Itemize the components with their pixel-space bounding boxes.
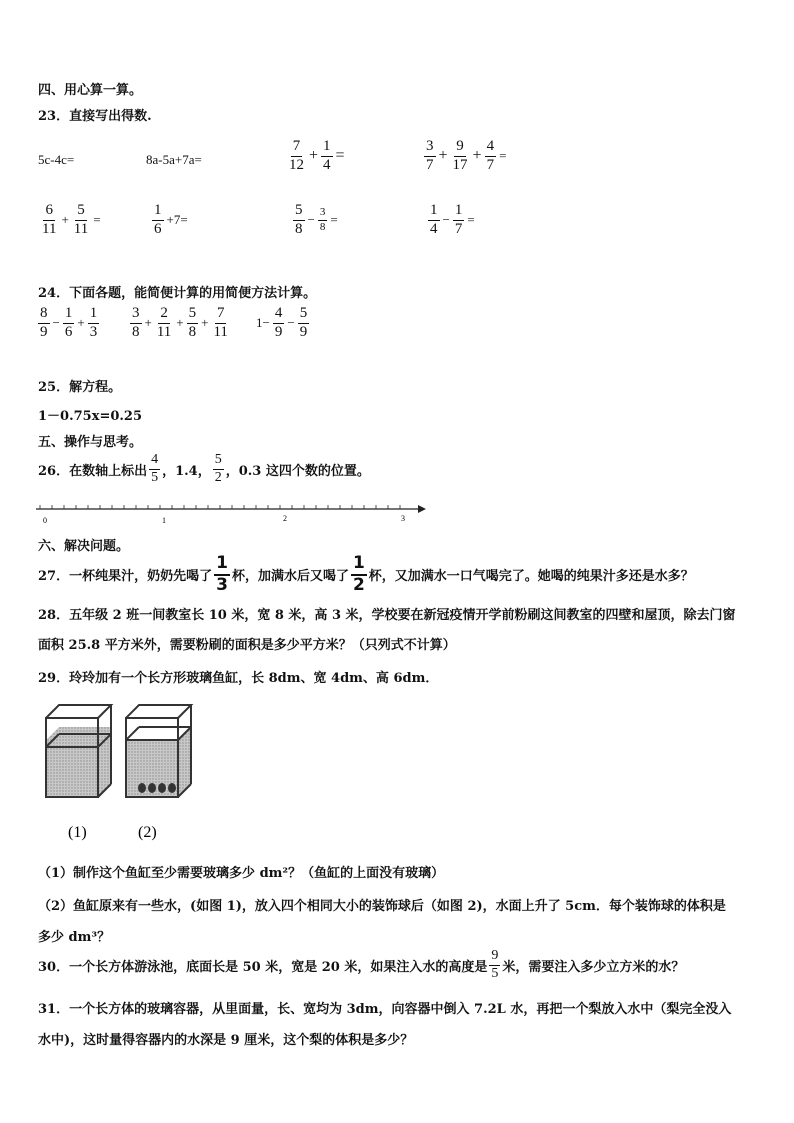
question-27-text: 27．一杯纯果汁，奶奶先喝了 $\frac{1}{3}$ 杯，加满水后又喝了 $\frac{1}{2}$ 杯，又加满水一口气喝完了。她喝的纯果汁多还是水多？	[38, 553, 694, 595]
question-28-line-2: 面积 25.8 平方米外，需要粉刷的面积是多少平方米？（只列式不计算）	[38, 638, 456, 653]
question-29-label: 29．玲玲加有一个长方形玻璃鱼缸，长 8dm、宽 4dm、高 6dm．	[38, 671, 439, 686]
question-29-sub-2-line-1: （2）鱼缸原来有一些水，(如图 1)，放入四个相同大小的装饰球后（如图 2)，水面上升了 5cm．每个装饰球的体积是	[38, 899, 726, 914]
question-29-sub-1: （1）制作这个鱼缸至少需要玻璃多少 dm²？（鱼缸的上面没有玻璃）	[38, 866, 445, 881]
question-29-sub-2-line-2: 多少 dm³？	[38, 930, 111, 945]
axis-tick-0: 0	[43, 516, 47, 525]
question-25-label: 25．解方程。	[38, 380, 122, 395]
fish-tank-figures	[38, 700, 198, 845]
figure-caption-2: (2)	[138, 824, 157, 841]
question-26-text: 26．在数轴上标出 $\frac{4}{5}$ ，1.4， $\frac{5}{2}$ ，0.3 这四个数的位置。	[38, 452, 370, 485]
question-24-label: 24．下面各题，能简便计算的用简便方法计算。	[38, 286, 317, 301]
question-28-line-1: 28．五年级 2 班一间教室长 10 米，宽 8 米，高 3 米，学校要在新冠疫情开学前粉刷这间教室的四壁和屋顶，除去门窗	[38, 608, 736, 623]
q23-expr-8: $\frac{1}{4}$ − $\frac{1}{7}$ =	[430, 202, 475, 237]
question-31-line-1: 31．一个长方体的玻璃容器，从里面量，长、宽均为 3dm，向容器中倒入 7.2L 水，再把一个梨放入水中（梨完全没入	[38, 1002, 732, 1017]
section-title-6: 六、解决问题。	[38, 539, 130, 554]
number-line	[30, 495, 430, 530]
axis-tick-3: 3	[401, 514, 405, 523]
q23-expr-7: $\frac{5}{8}$ − $\frac{3}{8}$ =	[295, 202, 338, 237]
q23-expr-1: 5c-4c=	[38, 152, 75, 167]
question-30-text: 30．一个长方体游泳池，底面长是 50 米，宽是 20 米，如果注入水的高度是 $\frac{9}{5}$ 米，需要注入多少立方米的水？	[38, 948, 685, 981]
q23-expr-6: $\frac{1}{6}$ +7=	[154, 202, 188, 237]
q23-expr-5: $\frac{6}{11}$ + $\frac{5}{11}$ =	[42, 202, 101, 237]
q24-expr-3: 1− $\frac{4}{9}$ − $\frac{5}{9}$	[256, 305, 308, 340]
q24-expr-1: $\frac{8}{9}$ − $\frac{1}{6}$ + $\frac{1}{3}$	[40, 305, 98, 340]
q23-expr-3: $\frac{7}{12}$ + $\frac{1}{4}$ =	[289, 138, 345, 173]
axis-tick-2: 2	[283, 514, 287, 523]
figure-caption-1: (1)	[68, 824, 87, 841]
q25-equation: 1－0.75x=0.25	[38, 409, 143, 424]
question-31-line-2: 水中)，这时量得容器内的水深是 9 厘米，这个梨的体积是多少？	[38, 1033, 414, 1048]
axis-tick-1: 1	[162, 516, 166, 525]
q23-expr-4: $\frac{3}{7}$ + $\frac{9}{17}$ + $\frac{4}{7}$ =	[426, 138, 507, 173]
tank-1	[46, 704, 111, 797]
tank-2	[126, 705, 191, 797]
q24-expr-2: $\frac{3}{8}$ + $\frac{2}{11}$ + $\frac{5}{8}$ + $\frac{7}{11}$	[132, 305, 228, 340]
question-23-label: 23．直接写出得数.	[38, 109, 152, 124]
section-title-4: 四、用心算一算。	[38, 83, 143, 98]
section-title-5: 五、操作与思考。	[38, 435, 143, 450]
q23-expr-2: 8a-5a+7a=	[146, 152, 202, 167]
